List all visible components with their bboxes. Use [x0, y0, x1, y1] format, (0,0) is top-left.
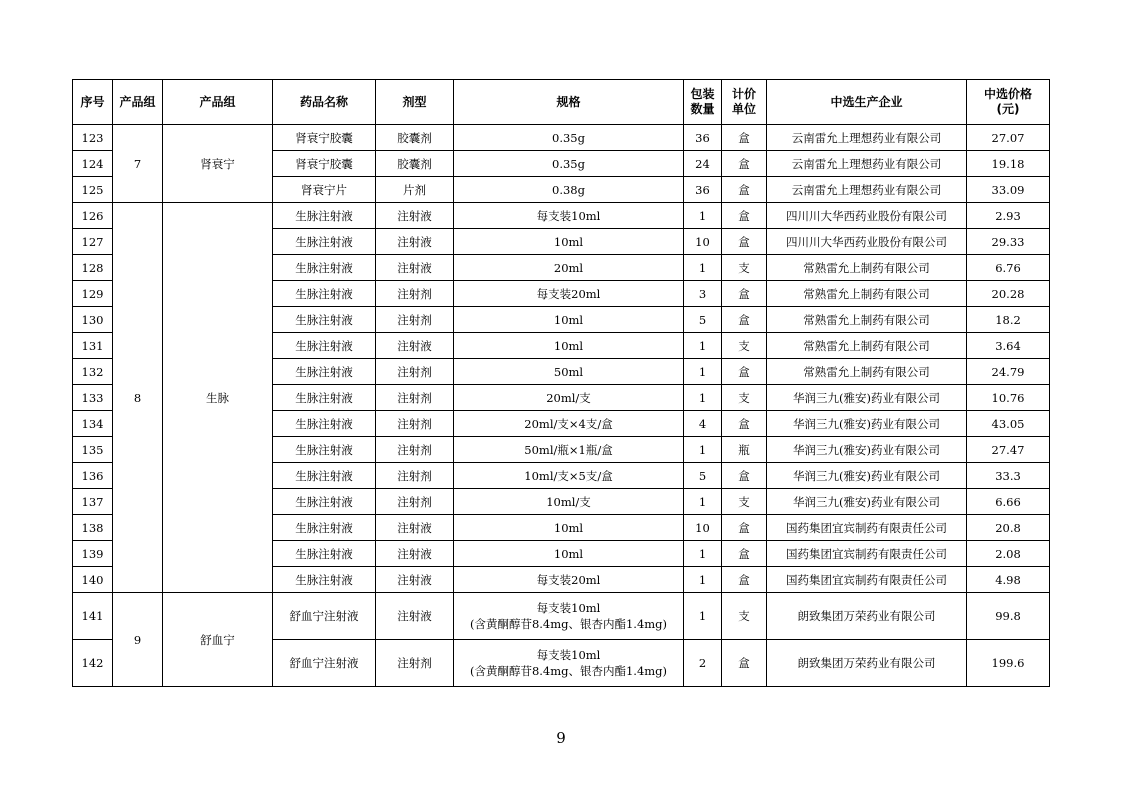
header-group-name: 产品组 [163, 80, 273, 125]
drug-name-cell: 生脉注射液 [273, 489, 376, 515]
unit-cell: 支 [722, 489, 767, 515]
pack-qty-cell: 1 [684, 593, 722, 640]
company-cell: 朗致集团万荣药业有限公司 [767, 593, 967, 640]
form-cell: 注射剂 [376, 489, 454, 515]
company-cell: 华润三九(雅安)药业有限公司 [767, 411, 967, 437]
spec-cell [454, 515, 684, 541]
seq-cell: 140 [73, 567, 113, 593]
price-cell: 4.98 [967, 567, 1050, 593]
spec-line: 10ml [553, 520, 584, 535]
unit-cell: 盒 [722, 515, 767, 541]
unit-cell: 盒 [722, 125, 767, 151]
drug-name-cell: 生脉注射液 [273, 541, 376, 567]
spec-cell [454, 229, 684, 255]
drug-name-cell: 生脉注射液 [273, 437, 376, 463]
form-cell: 注射液 [376, 229, 454, 255]
company-cell: 云南雷允上理想药业有限公司 [767, 125, 967, 151]
unit-cell: 盒 [722, 463, 767, 489]
spec-line: 20ml/支 [546, 390, 591, 405]
spec-cell [454, 151, 684, 177]
spec-cell [454, 463, 684, 489]
company-cell: 华润三九(雅安)药业有限公司 [767, 489, 967, 515]
price-cell: 99.8 [967, 593, 1050, 640]
header-price-line: (元) [996, 102, 1020, 116]
form-cell: 注射剂 [376, 359, 454, 385]
spec-line: 10ml [553, 234, 584, 249]
price-cell: 43.05 [967, 411, 1050, 437]
unit-cell: 盒 [722, 307, 767, 333]
group-no-cell: 7 [113, 125, 163, 203]
unit-cell: 支 [722, 255, 767, 281]
spec-line: 20ml/支×4支/盒 [524, 416, 613, 431]
group-name-cell: 舒血宁 [163, 593, 273, 687]
drug-name-cell: 肾衰宁胶囊 [273, 125, 376, 151]
header-price [967, 80, 1050, 125]
form-cell: 注射剂 [376, 281, 454, 307]
price-cell: 29.33 [967, 229, 1050, 255]
spec-cell [454, 307, 684, 333]
seq-cell: 137 [73, 489, 113, 515]
pack-qty-cell: 36 [684, 177, 722, 203]
form-cell: 注射剂 [376, 463, 454, 489]
unit-cell: 盒 [722, 281, 767, 307]
form-cell: 注射液 [376, 203, 454, 229]
seq-cell: 141 [73, 593, 113, 640]
seq-cell: 124 [73, 151, 113, 177]
spec-cell [454, 489, 684, 515]
price-cell: 2.08 [967, 541, 1050, 567]
price-cell: 3.64 [967, 333, 1050, 359]
seq-cell: 125 [73, 177, 113, 203]
spec-cell [454, 177, 684, 203]
drug-name-cell: 肾衰宁片 [273, 177, 376, 203]
company-cell: 常熟雷允上制药有限公司 [767, 255, 967, 281]
company-cell: 国药集团宜宾制药有限责任公司 [767, 541, 967, 567]
pack-qty-cell: 5 [684, 463, 722, 489]
header-spec: 规格 [454, 80, 684, 125]
pack-qty-cell: 1 [684, 489, 722, 515]
table-header-row [73, 80, 1050, 125]
company-cell: 四川川大华西药业股份有限公司 [767, 229, 967, 255]
unit-cell: 瓶 [722, 437, 767, 463]
drug-name-cell: 肾衰宁胶囊 [273, 151, 376, 177]
form-cell: 胶囊剂 [376, 125, 454, 151]
company-cell: 华润三九(雅安)药业有限公司 [767, 437, 967, 463]
drug-price-table [72, 79, 1050, 687]
form-cell: 注射剂 [376, 307, 454, 333]
price-cell: 18.2 [967, 307, 1050, 333]
spec-line: 0.38g [552, 182, 585, 197]
drug-name-cell: 生脉注射液 [273, 515, 376, 541]
pack-qty-cell: 1 [684, 255, 722, 281]
group-no-cell: 8 [113, 203, 163, 593]
price-cell: 33.3 [967, 463, 1050, 489]
company-cell: 云南雷允上理想药业有限公司 [767, 151, 967, 177]
unit-cell: 盒 [722, 203, 767, 229]
spec-cell [454, 437, 684, 463]
company-cell: 常熟雷允上制药有限公司 [767, 359, 967, 385]
price-cell: 2.93 [967, 203, 1050, 229]
drug-name-cell: 生脉注射液 [273, 463, 376, 489]
seq-cell: 138 [73, 515, 113, 541]
header-drug-name: 药品名称 [273, 80, 376, 125]
spec-cell [454, 333, 684, 359]
table-row [73, 593, 1050, 640]
drug-name-cell: 生脉注射液 [273, 307, 376, 333]
company-cell: 国药集团宜宾制药有限责任公司 [767, 515, 967, 541]
unit-cell: 盒 [722, 151, 767, 177]
pack-qty-cell: 1 [684, 203, 722, 229]
spec-cell [454, 567, 684, 593]
header-pack-qty [684, 80, 722, 125]
spec-cell [454, 593, 684, 640]
pack-qty-cell: 1 [684, 359, 722, 385]
seq-cell: 130 [73, 307, 113, 333]
form-cell: 注射剂 [376, 385, 454, 411]
pack-qty-cell: 36 [684, 125, 722, 151]
form-cell: 注射液 [376, 333, 454, 359]
drug-name-cell: 生脉注射液 [273, 229, 376, 255]
pack-qty-cell: 1 [684, 567, 722, 593]
pack-qty-cell: 1 [684, 437, 722, 463]
spec-line: 0.35g [552, 156, 585, 171]
drug-name-cell: 生脉注射液 [273, 567, 376, 593]
price-cell: 10.76 [967, 385, 1050, 411]
drug-name-cell: 生脉注射液 [273, 281, 376, 307]
pack-qty-cell: 3 [684, 281, 722, 307]
drug-name-cell: 生脉注射液 [273, 411, 376, 437]
pack-qty-cell: 10 [684, 515, 722, 541]
header-group-no: 产品组 [113, 80, 163, 125]
spec-cell [454, 125, 684, 151]
company-cell: 常熟雷允上制药有限公司 [767, 281, 967, 307]
drug-name-cell: 生脉注射液 [273, 203, 376, 229]
unit-cell: 盒 [722, 177, 767, 203]
form-cell: 注射剂 [376, 411, 454, 437]
group-name-cell: 肾衰宁 [163, 125, 273, 203]
price-cell: 199.6 [967, 640, 1050, 687]
spec-cell [454, 359, 684, 385]
company-cell: 国药集团宜宾制药有限责任公司 [767, 567, 967, 593]
spec-cell [454, 541, 684, 567]
spec-line: 50ml [553, 364, 584, 379]
company-cell: 常熟雷允上制药有限公司 [767, 307, 967, 333]
seq-cell: 134 [73, 411, 113, 437]
seq-cell: 136 [73, 463, 113, 489]
spec-cell [454, 411, 684, 437]
pack-qty-cell: 1 [684, 333, 722, 359]
seq-cell: 128 [73, 255, 113, 281]
table-row [73, 203, 1050, 229]
form-cell: 片剂 [376, 177, 454, 203]
unit-cell: 盒 [722, 229, 767, 255]
unit-cell: 盒 [722, 567, 767, 593]
spec-line: 每支装10ml [536, 648, 601, 662]
page-number: 9 [556, 729, 566, 747]
drug-name-cell: 生脉注射液 [273, 333, 376, 359]
spec-line: 10ml [553, 546, 584, 561]
spec-cell [454, 385, 684, 411]
seq-cell: 123 [73, 125, 113, 151]
pack-qty-cell: 10 [684, 229, 722, 255]
spec-line: 每支装20ml [536, 572, 601, 587]
price-cell: 27.07 [967, 125, 1050, 151]
company-cell: 云南雷允上理想药业有限公司 [767, 177, 967, 203]
company-cell: 朗致集团万荣药业有限公司 [767, 640, 967, 687]
header-pack-qty-line: 包装 [690, 87, 715, 101]
spec-line: 每支装20ml [536, 286, 601, 301]
seq-cell: 133 [73, 385, 113, 411]
group-name-cell: 生脉 [163, 203, 273, 593]
form-cell: 注射剂 [376, 437, 454, 463]
spec-line: 10ml/支 [546, 494, 591, 509]
pack-qty-cell: 24 [684, 151, 722, 177]
spec-line: 10ml/支×5支/盒 [524, 468, 613, 483]
seq-cell: 126 [73, 203, 113, 229]
spec-line: (含黄酮醇苷8.4mg、银杏内酯1.4mg) [469, 617, 668, 631]
seq-cell: 127 [73, 229, 113, 255]
spec-line: 10ml [553, 338, 584, 353]
spec-line: 20ml [553, 260, 584, 275]
form-cell: 注射液 [376, 567, 454, 593]
unit-cell: 盒 [722, 541, 767, 567]
company-cell: 常熟雷允上制药有限公司 [767, 333, 967, 359]
drug-name-cell: 舒血宁注射液 [273, 593, 376, 640]
drug-name-cell: 生脉注射液 [273, 255, 376, 281]
header-price-line: 中选价格 [983, 87, 1032, 101]
header-unit [722, 80, 767, 125]
header-form: 剂型 [376, 80, 454, 125]
table-row [73, 125, 1050, 151]
drug-name-cell: 舒血宁注射液 [273, 640, 376, 687]
pack-qty-cell: 5 [684, 307, 722, 333]
form-cell: 注射液 [376, 593, 454, 640]
header-unit-line: 单位 [731, 102, 756, 116]
spec-line: 0.35g [552, 130, 585, 145]
header-company: 中选生产企业 [767, 80, 967, 125]
price-cell: 24.79 [967, 359, 1050, 385]
price-cell: 6.76 [967, 255, 1050, 281]
price-cell: 19.18 [967, 151, 1050, 177]
spec-line: 50ml/瓶×1瓶/盒 [524, 442, 613, 457]
form-cell: 注射液 [376, 515, 454, 541]
spec-cell [454, 640, 684, 687]
unit-cell: 盒 [722, 640, 767, 687]
group-no-cell: 9 [113, 593, 163, 687]
table-body [73, 125, 1050, 687]
spec-line: (含黄酮醇苷8.4mg、银杏内酯1.4mg) [469, 664, 668, 678]
pack-qty-cell: 1 [684, 541, 722, 567]
unit-cell: 支 [722, 593, 767, 640]
spec-line: 10ml [553, 312, 584, 327]
unit-cell: 支 [722, 385, 767, 411]
pack-qty-cell: 4 [684, 411, 722, 437]
price-cell: 27.47 [967, 437, 1050, 463]
pack-qty-cell: 1 [684, 385, 722, 411]
company-cell: 华润三九(雅安)药业有限公司 [767, 463, 967, 489]
price-cell: 33.09 [967, 177, 1050, 203]
seq-cell: 139 [73, 541, 113, 567]
seq-cell: 131 [73, 333, 113, 359]
spec-line: 每支装10ml [536, 208, 601, 223]
spec-cell [454, 255, 684, 281]
pack-qty-cell: 2 [684, 640, 722, 687]
spec-cell [454, 281, 684, 307]
price-cell: 20.8 [967, 515, 1050, 541]
seq-cell: 132 [73, 359, 113, 385]
unit-cell: 盒 [722, 411, 767, 437]
price-cell: 20.28 [967, 281, 1050, 307]
company-cell: 华润三九(雅安)药业有限公司 [767, 385, 967, 411]
drug-name-cell: 生脉注射液 [273, 385, 376, 411]
unit-cell: 支 [722, 333, 767, 359]
form-cell: 注射液 [376, 255, 454, 281]
seq-cell: 142 [73, 640, 113, 687]
price-cell: 6.66 [967, 489, 1050, 515]
drug-name-cell: 生脉注射液 [273, 359, 376, 385]
spec-cell [454, 203, 684, 229]
seq-cell: 135 [73, 437, 113, 463]
form-cell: 注射剂 [376, 640, 454, 687]
form-cell: 胶囊剂 [376, 151, 454, 177]
unit-cell: 盒 [722, 359, 767, 385]
company-cell: 四川川大华西药业股份有限公司 [767, 203, 967, 229]
spec-line: 每支装10ml [536, 601, 601, 615]
header-unit-line: 计价 [731, 87, 756, 101]
header-pack-qty-line: 数量 [690, 102, 715, 116]
header-seq: 序号 [73, 80, 113, 125]
form-cell: 注射液 [376, 541, 454, 567]
seq-cell: 129 [73, 281, 113, 307]
